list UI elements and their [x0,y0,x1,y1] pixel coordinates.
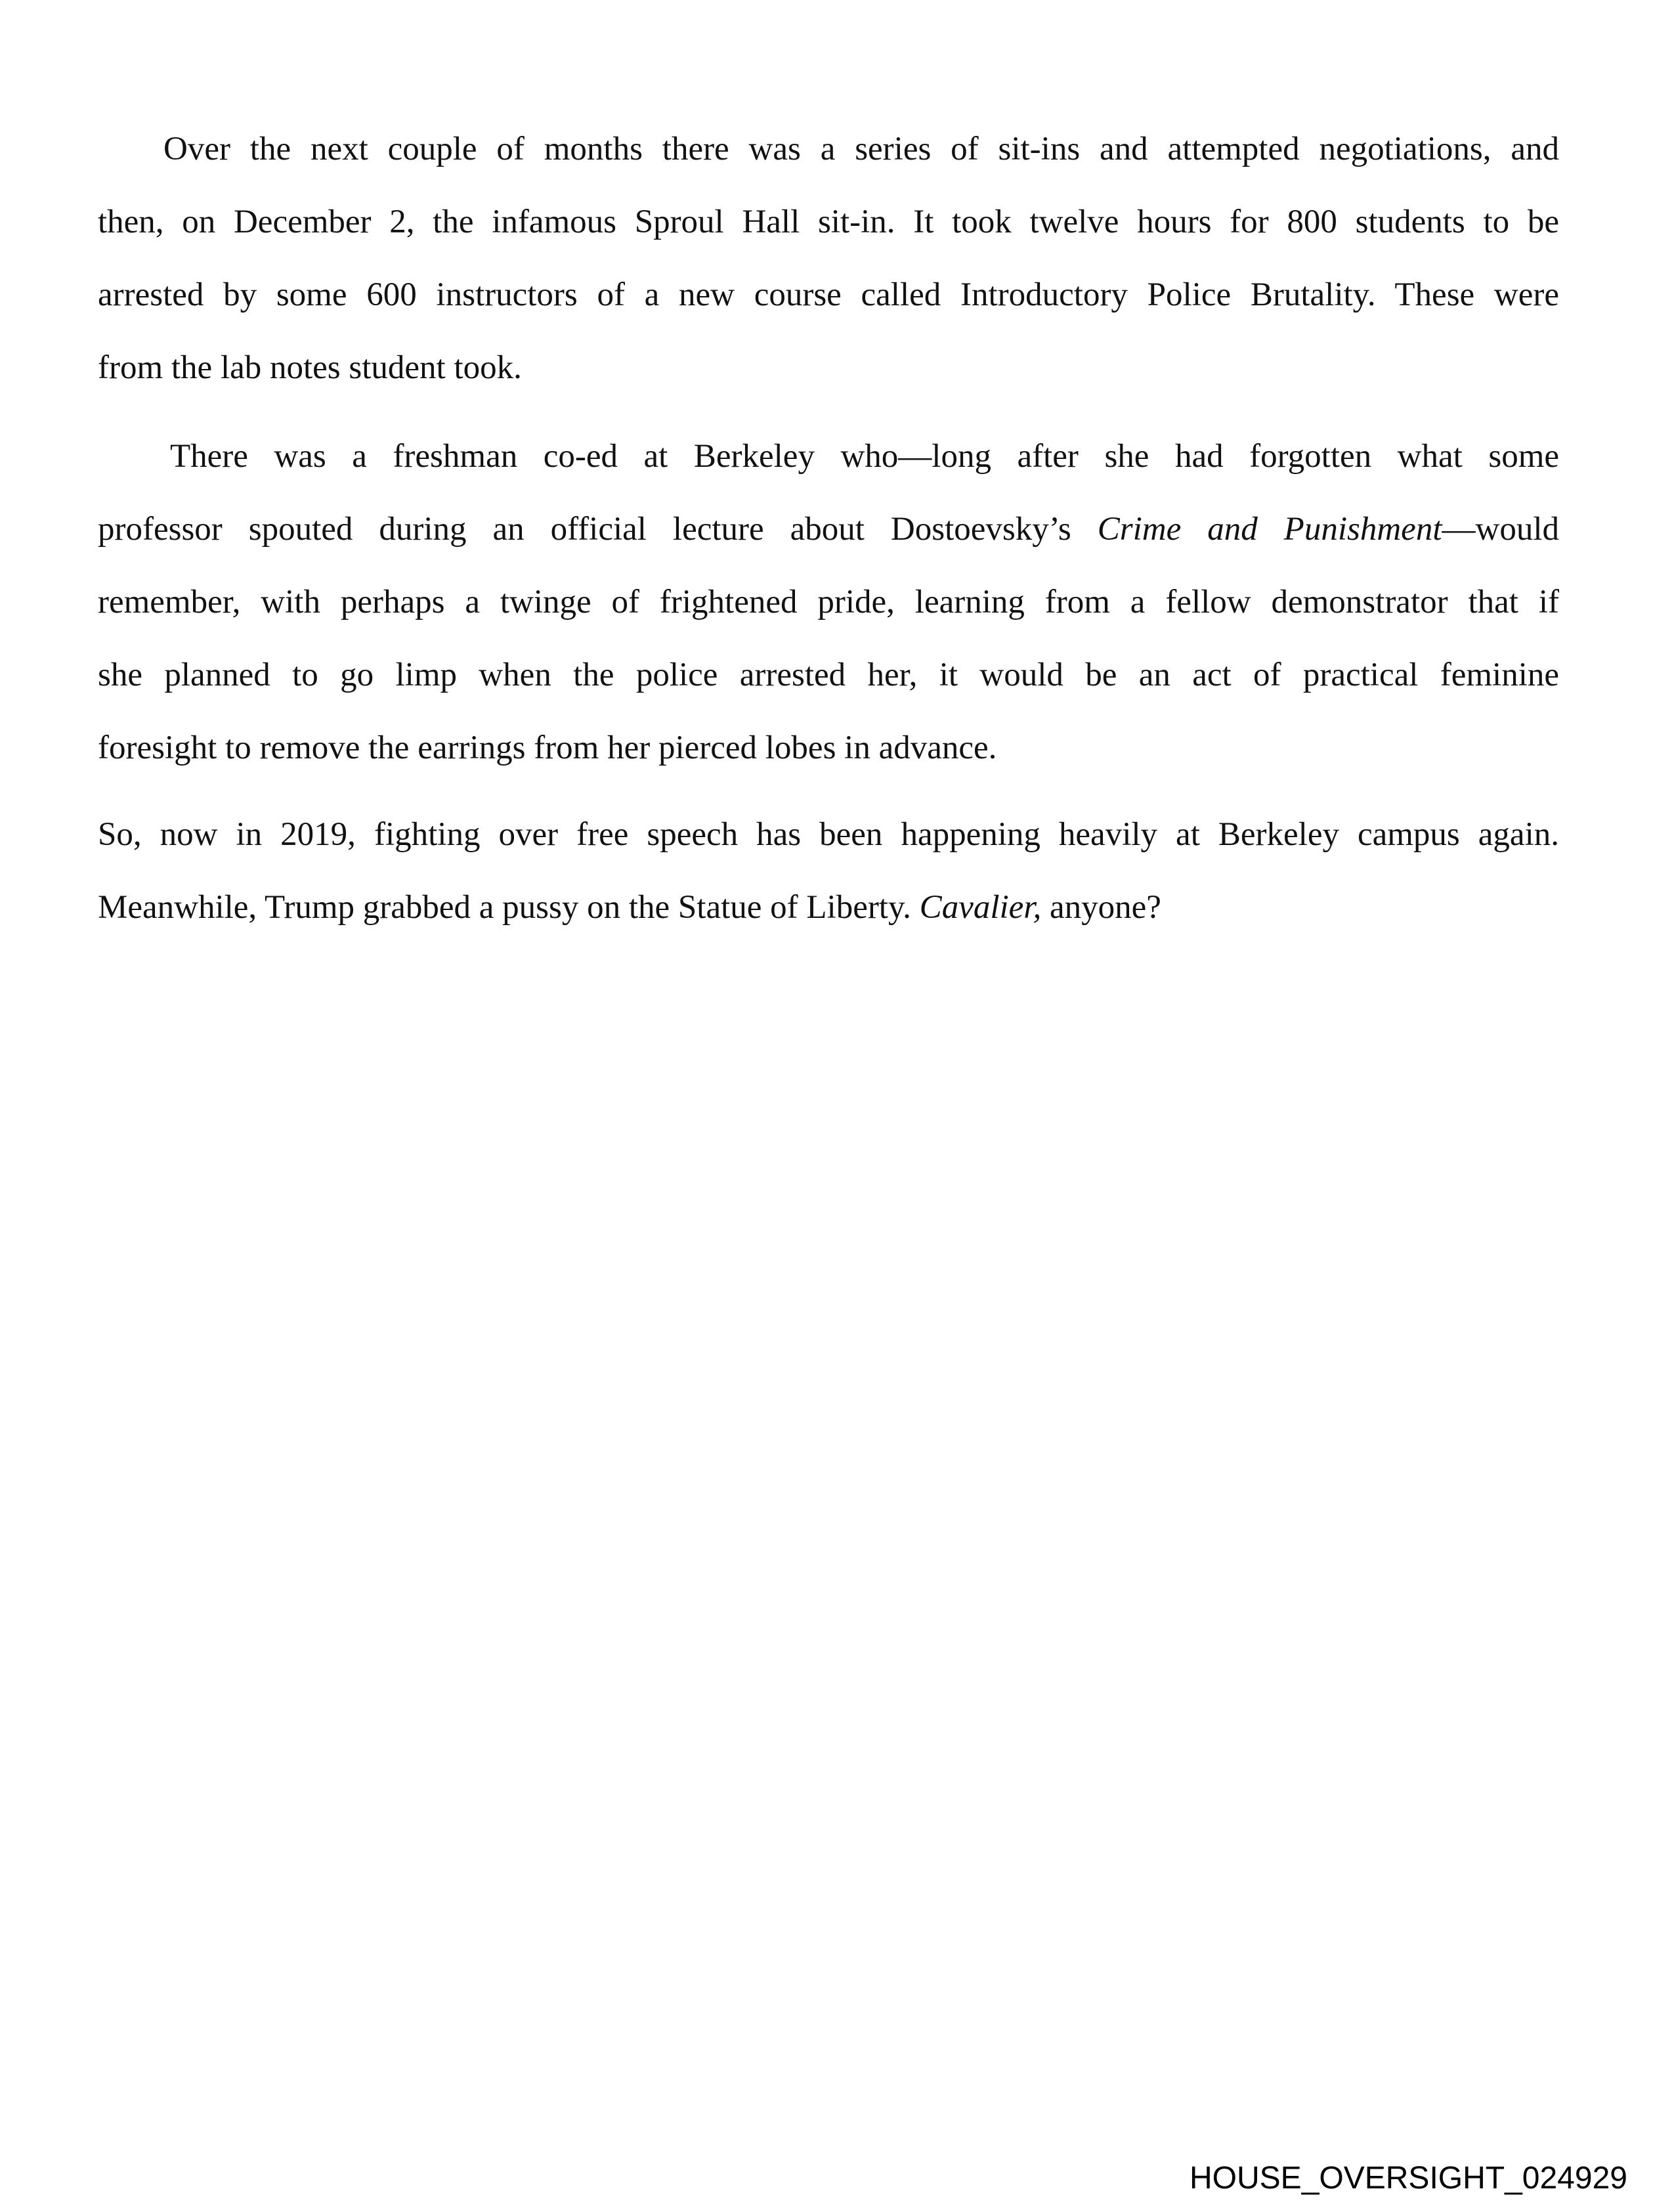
emphasis-word: Cavalier, [919,889,1042,926]
text-line [98,871,1559,944]
text-line: So, now in 2019, fighting over free speech has been happening heavily at Berkeley campus again. [98,816,1559,853]
text-line: remember, with perhaps a twinge of frightened pride, learning from a fellow demonstrator that if [98,584,1559,620]
text-segment: anyone? [1041,889,1161,926]
text-line: she planned to go limp when the police arrested her, it would be an act of practical feminine [98,657,1559,693]
paragraph-2019 [98,798,1559,944]
text-segment: —would [1442,511,1559,548]
text-segment: Meanwhile, Trump grabbed a pussy on the Statue of Liberty. [98,889,920,926]
text-line [98,493,1559,566]
bates-number: HOUSE_OVERSIGHT_024929 [1190,2161,1627,2196]
text-line: Over the next couple of months there was a series of sit-ins and attempted negotiations, and [163,131,1559,167]
paragraph-freshman-coed [98,420,1559,785]
text-line: arrested by some 600 instructors of a new course called Introductory Police Brutality. These were [98,276,1559,313]
text-line: then, on December 2, the infamous Sproul Hall sit-in. It took twelve hours for 800 students to be [98,204,1559,240]
text-line: There was a freshman co-ed at Berkeley who—long after she had forgotten what some [170,438,1559,475]
text-line: from the lab notes student took. [98,349,522,386]
book-title: Crime and Punishment [1097,511,1442,548]
text-line: foresight to remove the earrings from her pierced lobes in advance. [98,729,997,766]
paragraph-sproul-hall [98,113,1559,404]
text-segment: professor spouted during an official lecture about Dostoevsky’s [98,511,1098,548]
